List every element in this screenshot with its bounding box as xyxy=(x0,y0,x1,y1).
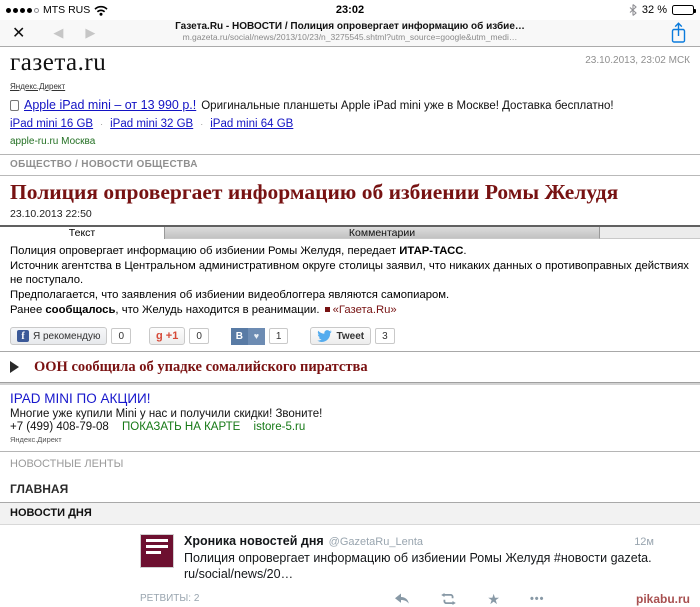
facebook-count: 0 xyxy=(111,328,131,344)
status-bar xyxy=(0,0,700,20)
facebook-like-button[interactable] xyxy=(10,327,107,345)
feeds-section-label: НОВОСТНЫЕ ЛЕНТЫ xyxy=(10,457,124,470)
play-triangle-icon xyxy=(10,361,19,373)
paragraph-text: Полиция опровергает информацию об избиении Ромы Желудя, передает xyxy=(10,244,400,257)
tweet-author[interactable]: Хроника новостей дня xyxy=(184,533,324,548)
article-body xyxy=(0,239,700,320)
ad-top-desc: Оригинальные планшеты Apple iPad mini уже в Москве! Доставка бесплатно! xyxy=(201,100,614,112)
share-button[interactable] xyxy=(669,22,688,44)
bluetooth-icon xyxy=(629,4,637,16)
feeds-main-link[interactable]: ГЛАВНАЯ xyxy=(0,475,700,503)
page-url: m.gazeta.ru/social/news/2013/10/23/n_3275545.shtml?utm_source=google&utm_medi… xyxy=(182,32,518,42)
ad-top-link-16gb[interactable]: iPad mini 16 GB xyxy=(10,118,94,130)
vk-icon: В xyxy=(231,328,248,345)
gplus-count: 0 xyxy=(189,328,209,344)
facebook-label: Я рекомендую xyxy=(33,330,101,342)
tab-comments[interactable]: Комментарии xyxy=(165,227,600,239)
browser-toolbar xyxy=(0,20,700,47)
ad-bottom-title-link[interactable]: IPAD MINI ПО АКЦИИ! xyxy=(10,390,151,406)
vk-count: 1 xyxy=(269,328,289,344)
carrier-label: MTS RUS xyxy=(43,4,91,16)
battery-icon xyxy=(672,5,694,15)
vk-like-button[interactable] xyxy=(231,328,265,345)
ad-top-link-64gb[interactable]: iPad mini 64 GB xyxy=(210,118,294,130)
tabs-filler xyxy=(600,227,700,239)
next-news-item[interactable] xyxy=(0,352,700,382)
ad-top-link-32gb[interactable]: iPad mini 32 GB xyxy=(110,118,194,130)
paragraph-text: . xyxy=(463,244,467,257)
section-breadcrumb[interactable]: ОБЩЕСТВО / НОВОСТИ ОБЩЕСТВА xyxy=(0,155,700,176)
social-buttons-row xyxy=(10,327,690,346)
ad-top-title-link[interactable]: Apple iPad mini – от 13 990 р.! xyxy=(24,98,197,112)
close-tab-button[interactable]: ✕ xyxy=(12,25,26,42)
gazeta-logo[interactable]: газета.ru xyxy=(10,49,107,76)
ad-bottom-domain[interactable]: istore-5.ru xyxy=(253,420,306,433)
retweet-icon[interactable] xyxy=(440,593,457,605)
twitter-bird-icon xyxy=(317,330,332,342)
paragraph-text: Предполагается, что заявления об избиении видеоблоггера являются самопиаром. xyxy=(10,288,450,301)
ad-separator: · xyxy=(200,119,204,129)
source-bullet-icon xyxy=(325,307,330,312)
paragraph-text: Ранее xyxy=(10,303,46,316)
tweet-button[interactable] xyxy=(310,327,371,345)
ad-phone-number: +7 (499) 408-79-08 xyxy=(10,420,109,433)
reply-icon[interactable] xyxy=(394,593,410,605)
ad-top xyxy=(0,94,700,154)
tweet-footer xyxy=(140,592,690,606)
tweet-count: 3 xyxy=(375,328,395,344)
tweet-handle[interactable]: @GazetaRu_Lenta xyxy=(328,535,424,548)
source-label[interactable]: «Газета.Ru» xyxy=(332,303,397,316)
next-news-title: ООН сообщила об упадке сомалийского пиратства xyxy=(34,358,368,375)
tab-text[interactable]: Текст xyxy=(0,227,165,239)
article-title: Полиция опровергает информацию об избиении Ромы Желудя xyxy=(10,180,619,204)
clock: 23:02 xyxy=(335,4,365,16)
article-date: 23.10.2013 22:50 xyxy=(10,207,92,220)
related-link[interactable]: сообщалось xyxy=(45,303,116,316)
paragraph-text: Источник агентства в Центральном административном округе столицы заявил, что никаких данных о противоправных действиях не поступало. xyxy=(10,259,689,286)
retweets-count: РЕТВИТЫ: 2 xyxy=(140,593,200,605)
heart-icon: ♥ xyxy=(248,328,265,345)
yandex-direct-link[interactable]: Яндекс.Директ xyxy=(10,82,66,91)
ad-separator: · xyxy=(100,119,104,129)
address-bar[interactable] xyxy=(150,21,550,42)
ad-bottom xyxy=(0,385,700,451)
forward-button[interactable]: ▶ xyxy=(85,25,96,40)
more-actions-icon[interactable]: ••• xyxy=(529,592,545,605)
yandex-direct-label[interactable]: Яндекс.Директ xyxy=(10,434,62,444)
back-button[interactable]: ◀ xyxy=(53,25,64,40)
tweet-item[interactable] xyxy=(140,534,690,582)
paragraph-text: , что Желудь находится в реанимации. xyxy=(115,303,323,316)
favorite-star-icon[interactable]: ★ xyxy=(487,590,500,607)
facebook-icon: f xyxy=(17,330,29,342)
header-datetime: 23.10.2013, 23:02 МСК xyxy=(585,55,690,66)
avatar[interactable] xyxy=(140,534,174,568)
agency-name: ИТАР-ТАСС xyxy=(399,244,464,257)
tablet-icon xyxy=(10,100,19,111)
battery-percent: 32 % xyxy=(641,4,667,16)
tweet-timestamp: 12м xyxy=(634,535,654,548)
news-of-day-bar[interactable]: НОВОСТИ ДНЯ xyxy=(0,503,700,525)
article-tabs xyxy=(0,225,700,239)
show-on-map-link[interactable]: ПОКАЗАТЬ НА КАРТЕ xyxy=(121,420,241,433)
tweet-label: Tweet xyxy=(336,330,365,342)
ad-top-domain: apple-ru.ru Москва xyxy=(10,136,96,147)
page-title: Газета.Ru - НОВОСТИ / Полиция опровергает информацию об избие… xyxy=(175,21,525,32)
pikabu-watermark: pikabu.ru xyxy=(635,591,690,606)
tweet-text[interactable]: Полиция опровергает информацию об избиении Ромы Желудя #новости gazeta.ru/social/news/20… xyxy=(184,550,652,581)
ad-bottom-desc: Многие уже купили Mini у нас и получили скидки! Звоните! xyxy=(10,407,323,420)
gplus-button[interactable]: g +1 xyxy=(149,327,185,345)
